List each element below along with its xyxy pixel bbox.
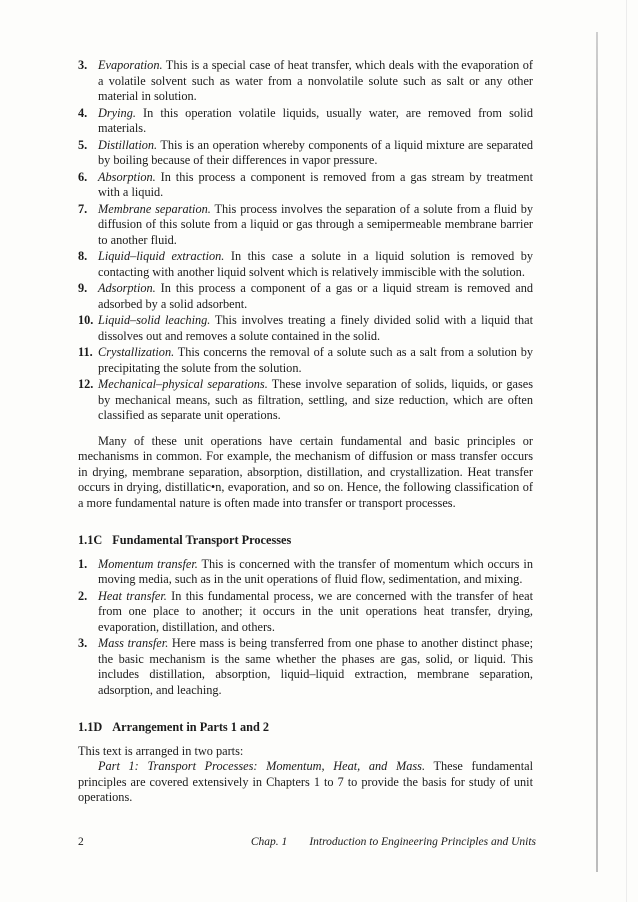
item-text: This is an operation whereby components of a liquid mixture are separated by boiling because of their differences in vapor pressure. (98, 137, 533, 167)
transport-processes-list (78, 557, 533, 699)
item-number: 4. (78, 105, 88, 120)
item-term: Crystallization. (98, 345, 175, 359)
section-title: Fundamental Transport Processes (112, 533, 292, 547)
section-number: 1.1C (78, 533, 103, 547)
item-number: 1. (78, 556, 88, 571)
unit-operation-item (78, 138, 533, 169)
page-number: 2 (78, 836, 84, 848)
item-number: 11. (78, 345, 93, 359)
item-text: This is a special case of heat transfer, which deals with the evaporation of a volatile solvent such as water from a nonvolatile solute such as salt or any other material in solution. (98, 58, 533, 103)
item-text: In this case a solute in a liquid solution is removed by contacting with another liquid solvent which is relatively immiscible with the solution. (98, 249, 533, 279)
item-number: 6. (78, 169, 88, 184)
item-term: Liquid–liquid extraction. (98, 249, 225, 263)
unit-operation-item (78, 281, 533, 312)
unit-operation-item (78, 58, 533, 105)
chapter-label: Chap. 1 (250, 836, 288, 848)
unit-operation-item (78, 377, 533, 424)
item-term: Evaporation. (98, 58, 163, 72)
page-edge-line (626, 0, 627, 902)
unit-operation-item (78, 345, 533, 376)
page-edge-shadow (596, 32, 598, 872)
unit-operation-item (78, 170, 533, 201)
item-text: In this operation volatile liquids, usually water, are removed from solid materials. (98, 105, 533, 135)
chapter-title: Introduction to Engineering Principles and Units (309, 836, 536, 848)
transport-process-item (78, 636, 533, 698)
running-footer (251, 836, 536, 848)
item-term: Adsorption. (98, 281, 156, 295)
item-number: 3. (78, 58, 88, 72)
transport-process-item (78, 589, 533, 636)
item-number: 5. (78, 137, 88, 152)
item-number: 3. (78, 636, 88, 650)
transport-process-item (78, 557, 533, 588)
section-title: Arrangement in Parts 1 and 2 (112, 720, 270, 734)
part-1-label: Part 1: Transport Processes: Momentum, Heat, and Mass. (98, 759, 426, 773)
item-number: 7. (78, 201, 88, 216)
section-heading-1-1d (78, 720, 533, 736)
item-term: Absorption. (98, 169, 156, 184)
part-1-text: These fundamental principles are covered extensively in Chapters 1 to 7 to provide the basis for study of unit operations. (78, 759, 533, 804)
item-text: Here mass is being transferred from one phase to another distinct phase; the basic mechanism is the same whether the phases are gas, solid, or liquid. This includes distillation, absorption, liquid–liquid extraction, membrane separation, adsorption, and leaching. (98, 636, 533, 697)
item-term: Momentum transfer. (98, 556, 198, 571)
item-text: In this process a component is removed from a gas stream by treatment with a liquid. (98, 169, 533, 199)
item-term: Mechanical–physical separations. (98, 377, 268, 391)
unit-operation-item (78, 106, 533, 137)
paragraph-mechanisms: Many of these unit operations have certain fundamental and basic principles or mechanisms in common. For example, the mechanism of diffusion or mass transfer occurs in drying, membrane separation, absorption, distillation, and crystallization. Heat transfer occurs in drying, distillatic•n, evaporation, and so on. Hence, the following classification of a more fundamental nature is often made into transfer or transport processes. (78, 433, 533, 510)
item-number: 9. (78, 281, 88, 295)
item-text: This involves treating a finely divided solid with a liquid that dissolves out and removes a solute contained in the solid. (98, 313, 533, 343)
item-number: 2. (78, 588, 88, 603)
page-body (78, 58, 533, 806)
item-term: Distillation. (98, 137, 158, 152)
item-term: Heat transfer. (98, 588, 167, 603)
item-text: In this process a component of a gas or a liquid stream is removed and adsorbed by a solid adsorbent. (98, 281, 533, 311)
item-number: 8. (78, 249, 88, 263)
item-text: These involve separation of solids, liquids, or gases by mechanical means, such as filtration, settling, and size reduction, which are often classified as separate unit operations. (98, 377, 533, 422)
paragraph-part-1 (78, 759, 533, 806)
item-number: 12. (78, 377, 94, 391)
item-text: This process involves the separation of a solute from a fluid by diffusion of this solute from a liquid or gas through a semipermeable membrane barrier to another fluid. (98, 201, 533, 247)
item-term: Mass transfer. (98, 636, 169, 650)
unit-operation-item (78, 313, 533, 344)
section-number: 1.1D (78, 720, 103, 734)
page-footer (78, 836, 536, 852)
paragraph-two-parts: This text is arranged in two parts: (78, 743, 244, 758)
unit-operations-list (78, 58, 533, 424)
item-number: 10. (78, 313, 94, 327)
item-text: In this fundamental process, we are concerned with the transfer of heat from one place to another; it occurs in the unit operations heat transfer, drying, evaporation, distillation, and others. (98, 588, 533, 634)
item-text: This concerns the removal of a solute such as a salt from a solution by precipitating the solute from the solution. (98, 345, 533, 375)
item-term: Membrane separation. (98, 201, 211, 216)
section-heading-1-1c (78, 533, 533, 549)
item-term: Liquid–solid leaching. (98, 313, 211, 327)
unit-operation-item (78, 249, 533, 280)
item-text: This is concerned with the transfer of momentum which occurs in moving media, such as in the unit operations of fluid flow, sedimentation, and mixing. (98, 556, 533, 586)
item-term: Drying. (98, 105, 136, 120)
unit-operation-item (78, 202, 533, 249)
